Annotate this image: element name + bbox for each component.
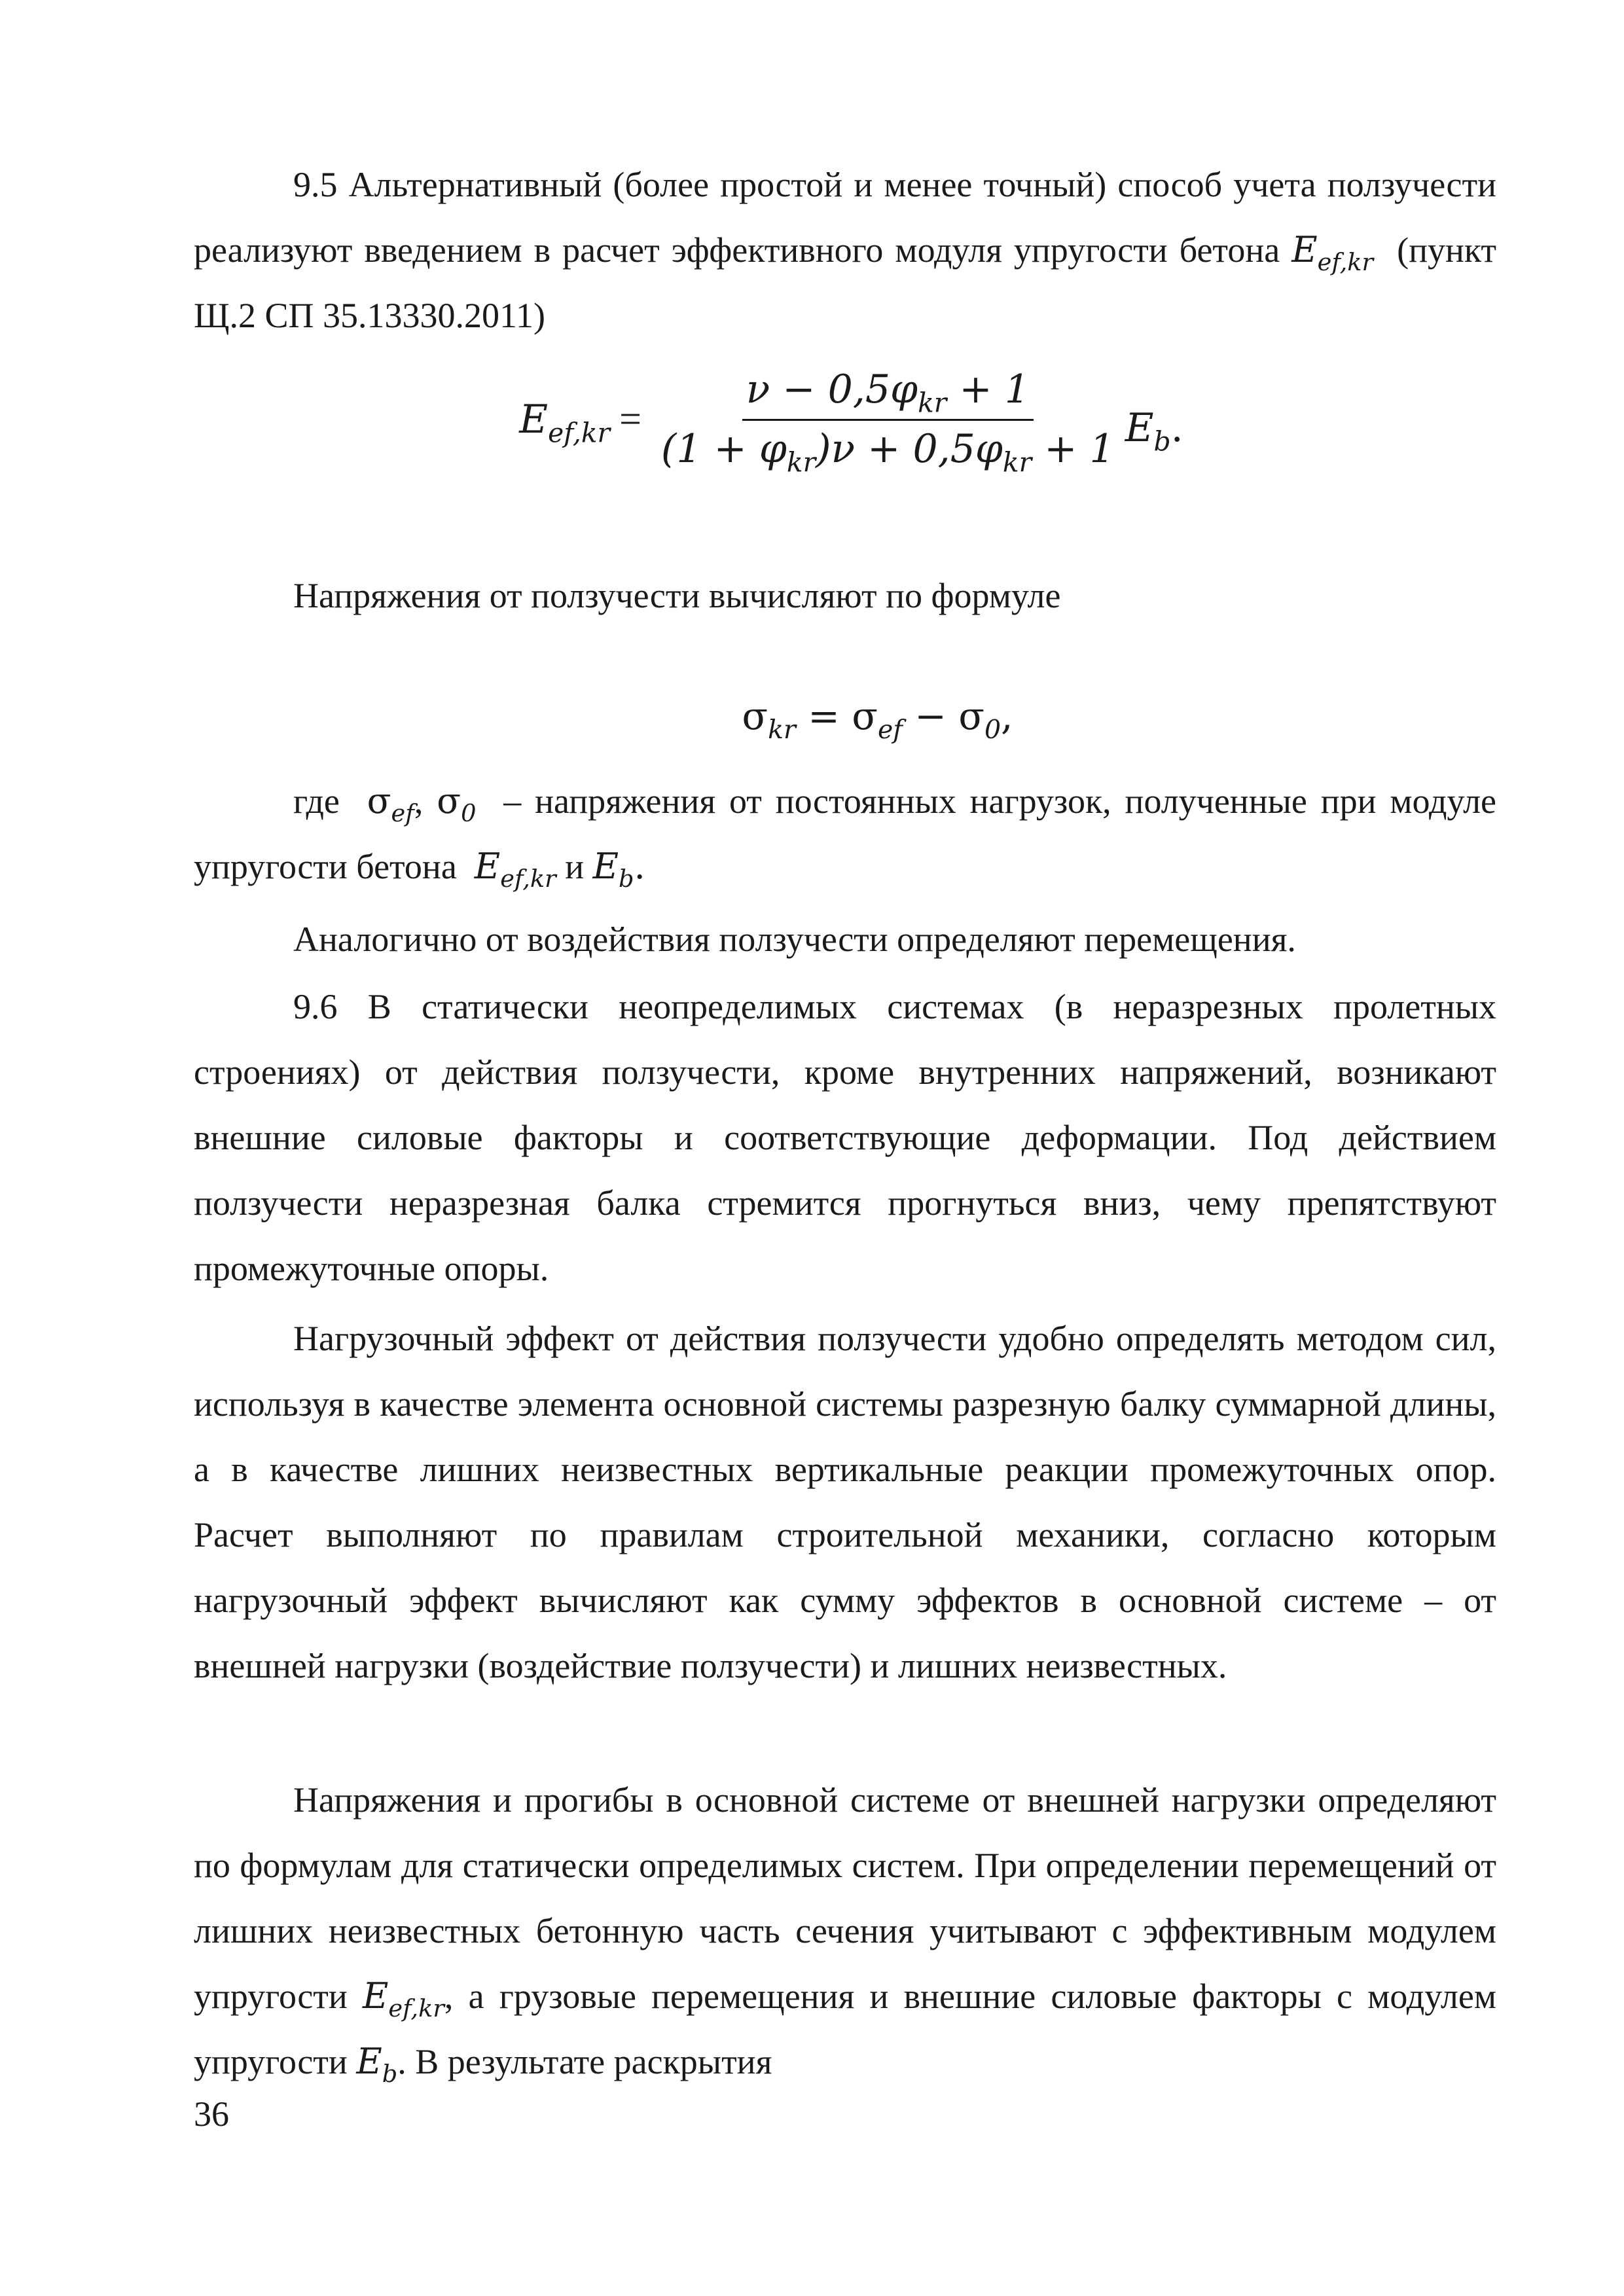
where-paragraph: где $\sigma_{ef}$, $\sigma_0$ – напряжения от постоянных нагрузок, полученные при модуле упругости бетона $E_{ef,kr}$ и $E_b$. xyxy=(194,780,1497,893)
creep-stress-intro: Напряжения от ползучести вычисляют по формуле xyxy=(293,576,1061,615)
load-effect-paragraph: Нагрузочный эффект от действия ползучести удобно определять методом сил, используя в качестве элемента основной системы разрезную балку суммарной длины, а в качестве лишних неизвестных вертикальные реакции промежуточных опор. Расчет выполняют по правилам строительной механики, согласно которым нагрузочный эффект вычисляют как сумму эффектов в основной системе – от внешней нагрузки (воздействие ползучести) и лишних неизвестных. xyxy=(194,1319,1496,1685)
creep-stress-formula: $\sigma_{kr} = \sigma_{ef} - \sigma_0$, xyxy=(742,694,1013,745)
formula-numerator: $\nu - 0,5\varphi_{kr} + 1$ xyxy=(742,367,1034,421)
formula-fraction xyxy=(657,367,1119,478)
page-number: 36 xyxy=(194,2094,229,2134)
deflection-paragraph: Напряжения и прогибы в основной системе от внешней нагрузки определяют по формулам для статически определимых систем. При определении перемещений от лишних неизвестных бетонную часть сечения учитывают с эффективным модулем упругости $E_{ef,kr}$, а грузовые перемещения и внешние силовые факторы с модулем упругости $E_b$. В результате раскрытия xyxy=(194,1780,1496,2088)
e-ef-kr-symbol: $E_{ef,kr}$ xyxy=(1291,229,1374,276)
paragraph-9-5 xyxy=(194,152,1496,348)
effective-modulus-formula: $E_{ef,kr}$ = $\frac{\nu - 0,5\varphi_{kr} + 1}{(1 + \varphi_{kr})\nu + 0,5\varphi_{kr} + 1}$ $E_b$. xyxy=(519,367,1183,478)
formula-denominator: $(1 + \varphi_{kr})\nu + 0,5\varphi_{kr} + 1$ xyxy=(660,426,1115,478)
paragraph-9-5-text: 9.5 Альтернативный (более простой и менее точный) способ учета ползучести реализуют введением в расчет эффективного модуля упругости бетона xyxy=(194,165,1496,270)
paragraph-9-6: 9.6 В статически неопределимых системах (в неразрезных пролетных строениях) от действия ползучести, кроме внутренних напряжений, возникают внешние силовые факторы и соответствующие деформации. Под действием ползучести неразрезная балка стремится прогнуться вниз, чему препятствуют промежуточные опоры. xyxy=(194,987,1496,1288)
analog-paragraph: Аналогично от воздействия ползучести определяют перемещения. xyxy=(293,920,1296,959)
reference-text: (пункт Щ.2 СП 35.13330.2011) xyxy=(194,230,1497,335)
